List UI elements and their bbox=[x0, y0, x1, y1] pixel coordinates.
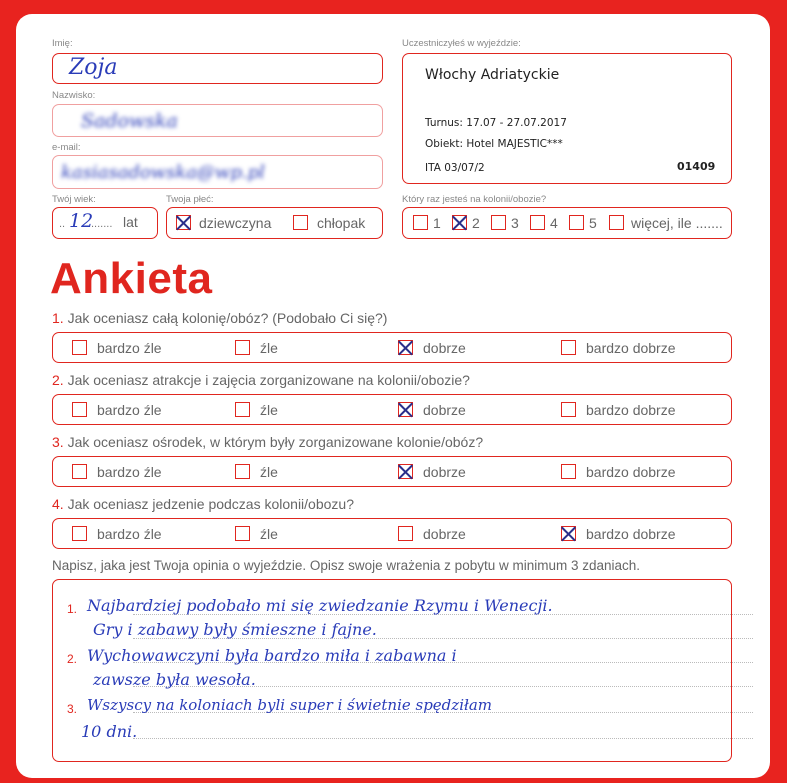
opinion-number-1: 1. bbox=[67, 602, 78, 616]
age-unit: lat bbox=[123, 214, 138, 230]
times-checkbox-5[interactable] bbox=[569, 215, 584, 230]
question-1-options bbox=[52, 332, 732, 363]
times-checkbox-4[interactable] bbox=[530, 215, 545, 230]
q4-checkbox-bad[interactable] bbox=[235, 526, 250, 541]
times-option-4: 4 bbox=[550, 215, 558, 231]
opinion-line-2: Gry i zabawy były śmieszne i fajne. bbox=[93, 620, 377, 639]
question-2-options bbox=[52, 394, 732, 425]
surname-value: Sadowska bbox=[81, 110, 178, 132]
age-dots-after: ....... bbox=[91, 218, 113, 230]
survey-sheet bbox=[16, 14, 770, 778]
q4-option-bad: źle bbox=[260, 526, 278, 542]
which-time-label: Który raz jesteś na kolonii/obozie? bbox=[402, 194, 547, 205]
opinion-line-4: zawsze była wesoła. bbox=[93, 670, 256, 689]
q1-checkbox-bad[interactable] bbox=[235, 340, 250, 355]
trip-turnus: Turnus: 17.07 - 27.07.2017 bbox=[425, 117, 567, 129]
times-option-5: 5 bbox=[589, 215, 597, 231]
surname-field[interactable] bbox=[52, 104, 383, 137]
question-3-options bbox=[52, 456, 732, 487]
q3-checkbox-bad[interactable] bbox=[235, 464, 250, 479]
q3-option-bad: źle bbox=[260, 464, 278, 480]
trip-number: 01409 bbox=[677, 160, 716, 173]
age-value: 12 bbox=[69, 210, 94, 232]
age-label: Twój wiek: bbox=[52, 194, 96, 205]
q2-option-very-bad: bardzo źle bbox=[97, 402, 162, 418]
q4-option-good: dobrze bbox=[423, 526, 466, 542]
opinion-number-3: 3. bbox=[67, 702, 78, 716]
q3-checkbox-good[interactable] bbox=[398, 464, 413, 479]
gender-checkbox-girl[interactable] bbox=[176, 215, 191, 230]
trip-name: Włochy Adriatyckie bbox=[425, 67, 560, 83]
age-field[interactable] bbox=[52, 207, 158, 239]
times-checkbox-more[interactable] bbox=[609, 215, 624, 230]
times-option-3: 3 bbox=[511, 215, 519, 231]
q3-option-good: dobrze bbox=[423, 464, 466, 480]
q3-option-very-bad: bardzo źle bbox=[97, 464, 162, 480]
times-option-1: 1 bbox=[433, 215, 441, 231]
name-label: Imię: bbox=[52, 38, 73, 49]
q4-checkbox-very-bad[interactable] bbox=[72, 526, 87, 541]
which-time-group bbox=[402, 207, 732, 239]
q2-checkbox-good[interactable] bbox=[398, 402, 413, 417]
q3-checkbox-very-good[interactable] bbox=[561, 464, 576, 479]
q2-checkbox-bad[interactable] bbox=[235, 402, 250, 417]
q1-checkbox-good[interactable] bbox=[398, 340, 413, 355]
opinion-box[interactable] bbox=[52, 579, 732, 762]
q1-option-bad: źle bbox=[260, 340, 278, 356]
times-checkbox-2[interactable] bbox=[452, 215, 467, 230]
gender-label: Twoja płeć: bbox=[166, 194, 214, 205]
q1-checkbox-very-bad[interactable] bbox=[72, 340, 87, 355]
opinion-number-2: 2. bbox=[67, 652, 78, 666]
opinion-line-1: Najbardziej podobało mi się zwiedzanie Rzymu i Wenecji. bbox=[87, 596, 553, 615]
q1-option-very-good: bardzo dobrze bbox=[586, 340, 676, 356]
trip-info-box bbox=[402, 53, 732, 184]
q3-checkbox-very-bad[interactable] bbox=[72, 464, 87, 479]
gender-group bbox=[166, 207, 383, 239]
q4-option-very-bad: bardzo źle bbox=[97, 526, 162, 542]
times-option-2: 2 bbox=[472, 215, 480, 231]
q2-option-bad: źle bbox=[260, 402, 278, 418]
name-field[interactable] bbox=[52, 53, 383, 84]
q3-option-very-good: bardzo dobrze bbox=[586, 464, 676, 480]
q1-option-good: dobrze bbox=[423, 340, 466, 356]
ruled-line bbox=[133, 738, 753, 739]
email-field[interactable] bbox=[52, 155, 383, 189]
question-4: 4. Jak oceniasz jedzenie podczas kolonii/obozu? bbox=[52, 496, 354, 512]
times-option-more: więcej, ile ....... bbox=[631, 215, 723, 231]
q4-checkbox-good[interactable] bbox=[398, 526, 413, 541]
email-label: e-mail: bbox=[52, 142, 81, 153]
q2-option-very-good: bardzo dobrze bbox=[586, 402, 676, 418]
q1-checkbox-very-good[interactable] bbox=[561, 340, 576, 355]
opinion-line-5: Wszyscy na koloniach byli super i świetnie spędziłam bbox=[87, 696, 493, 714]
question-4-options bbox=[52, 518, 732, 549]
name-value: Zoja bbox=[69, 55, 118, 80]
q2-option-good: dobrze bbox=[423, 402, 466, 418]
question-1: 1. Jak oceniasz całą kolonię/obóz? (Podobało Ci się?) bbox=[52, 310, 388, 326]
survey-title: Ankieta bbox=[50, 254, 213, 303]
q2-checkbox-very-bad[interactable] bbox=[72, 402, 87, 417]
gender-option-girl: dziewczyna bbox=[199, 215, 272, 231]
opinion-line-6: 10 dni. bbox=[81, 722, 138, 741]
times-checkbox-1[interactable] bbox=[413, 215, 428, 230]
q4-checkbox-very-good[interactable] bbox=[561, 526, 576, 541]
opinion-line-3: Wychowawczyni była bardzo miła i zabawna i bbox=[87, 646, 457, 665]
trip-code: ITA 03/07/2 bbox=[425, 162, 485, 174]
q2-checkbox-very-good[interactable] bbox=[561, 402, 576, 417]
surname-label: Nazwisko: bbox=[52, 90, 96, 101]
gender-checkbox-boy[interactable] bbox=[293, 215, 308, 230]
email-value: kasiasadowska@wp.pl bbox=[61, 162, 265, 183]
question-2: 2. Jak oceniasz atrakcje i zajęcia zorganizowane na kolonii/obozie? bbox=[52, 372, 470, 388]
opinion-prompt: Napisz, jaka jest Twoja opinia o wyjeździe. Opisz swoje wrażenia z pobytu w minimum 3 zdaniach. bbox=[52, 558, 641, 573]
trip-obiekt: Obiekt: Hotel MAJESTIC*** bbox=[425, 138, 563, 150]
gender-option-boy: chłopak bbox=[317, 215, 366, 231]
question-3: 3. Jak oceniasz ośrodek, w którym były zorganizowane kolonie/obóz? bbox=[52, 434, 484, 450]
q1-option-very-bad: bardzo źle bbox=[97, 340, 162, 356]
age-dots-before: .. bbox=[59, 218, 66, 230]
q4-option-very-good: bardzo dobrze bbox=[586, 526, 676, 542]
times-checkbox-3[interactable] bbox=[491, 215, 506, 230]
participated-label: Uczestniczyłeś w wyjeździe: bbox=[402, 38, 521, 49]
